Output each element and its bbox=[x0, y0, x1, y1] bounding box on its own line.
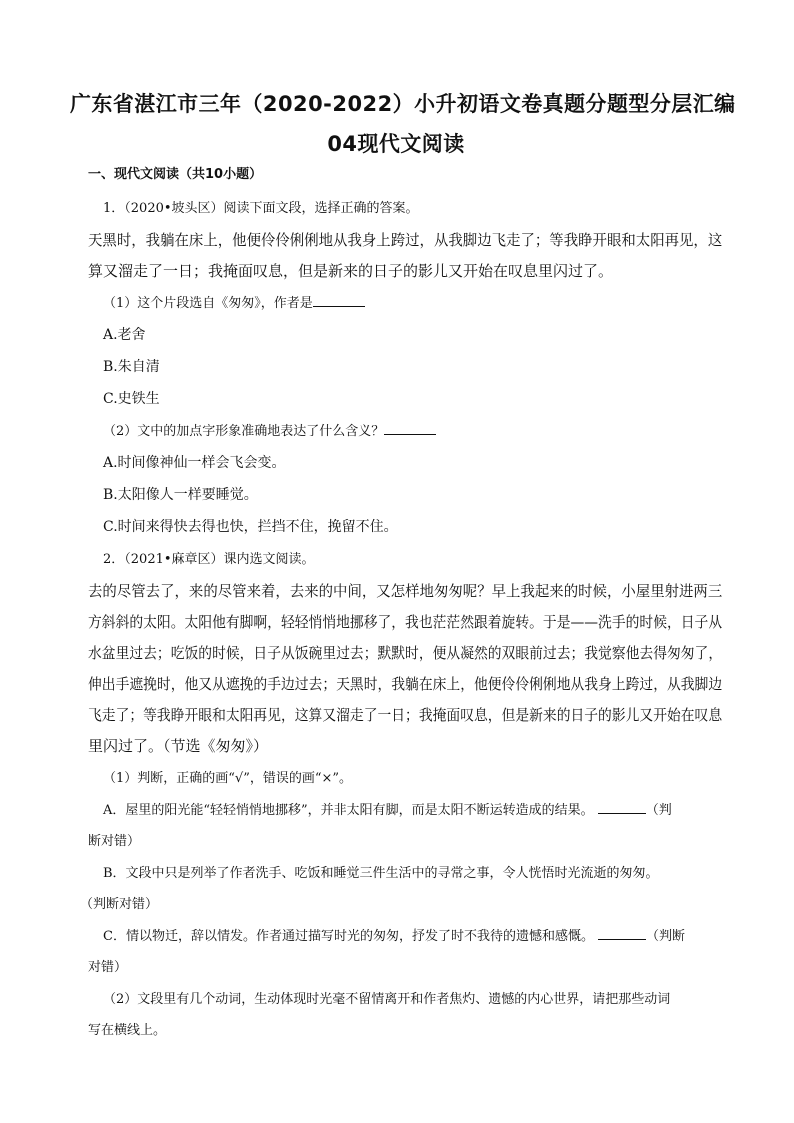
q2-sub1-instruction: （1）判断，正确的画“√”，错误的画“×”。 bbox=[103, 771, 353, 786]
q1-sub2-option-a: A.时间像神仙一样会飞会变。 bbox=[103, 455, 286, 471]
q1-sub1-option-c: C.史铁生 bbox=[103, 391, 160, 407]
q2-item-a bbox=[103, 799, 672, 818]
q2-item-c-tail: （判断 bbox=[645, 929, 685, 944]
q2-intro: 2．（2021•麻章区）课内选文阅读。 bbox=[103, 552, 315, 567]
q1-sub2-line bbox=[103, 420, 436, 439]
q1-sub2-option-b: B.太阳像人一样要睡觉。 bbox=[103, 487, 258, 503]
answer-blank[interactable] bbox=[598, 925, 646, 940]
document-subtitle: 04现代文阅读 bbox=[327, 132, 465, 156]
q2-item-a-cont: 断对错） bbox=[88, 834, 141, 849]
q2-passage-line: 水盆里过去；吃饭的时候，日子从饭碗里过去；默默时，便从凝然的双眼前过去；我觉察他去得匆匆了， bbox=[88, 644, 723, 662]
q2-item-c-cont: 对错） bbox=[88, 960, 128, 975]
q1-passage-line: 天黑时，我躺在床上，他便伶伶俐俐地从我身上跨过，从我脚边飞走了；等我睁开眼和太阳再见，这 bbox=[88, 231, 723, 249]
q1-sub1-text: （1）这个片段选自《匆匆》，作者是 bbox=[103, 296, 313, 311]
q1-intro: 1．（2020•坡头区）阅读下面文段，选择正确的答案。 bbox=[103, 201, 419, 216]
q2-passage-line: 方斜斜的太阳。太阳他有脚啊，轻轻悄悄地挪移了，我也茫茫然跟着旋转。于是——洗手的时候，日子从 bbox=[88, 613, 723, 631]
q2-passage-line: 飞走了；等我睁开眼和太阳再见，这算又溜走了一日；我掩面叹息，但是新来的日子的影儿又开始在叹息 bbox=[88, 706, 723, 724]
q2-item-c-text: C．情以物迁，辞以情发。作者通过描写时光的匆匆，抒发了时不我待的遗憾和感慨。 bbox=[103, 929, 594, 944]
q2-sub2: （2）文段里有几个动词，生动体现时光毫不留情离开和作者焦灼、遗憾的内心世界，请把那些动词 bbox=[103, 992, 671, 1007]
q1-sub2-option-c: C.时间来得快去得也快，拦挡不住，挽留不住。 bbox=[103, 519, 398, 535]
answer-blank[interactable] bbox=[598, 799, 646, 814]
q1-passage-line: 算又溜走了一日；我掩面叹息，但是新来的日子的影儿又开始在叹息里闪过了。 bbox=[88, 262, 614, 280]
answer-blank[interactable] bbox=[313, 292, 365, 307]
q2-sub2-cont: 写在横线上。 bbox=[88, 1023, 167, 1038]
q2-passage-line: 里闪过了。（节选《匆匆》） bbox=[88, 737, 269, 755]
q2-passage-line: 伸出手遮挽时，他又从遮挽的手边过去；天黑时，我躺在床上，他便伶伶俐俐地从我身上跨过，从我脚边 bbox=[88, 675, 723, 693]
q1-sub1-line bbox=[103, 292, 365, 311]
q1-sub1-option-a: A.老舍 bbox=[103, 327, 146, 343]
q1-sub2-text: （2）文中的加点字形象准确地表达了什么含义？ bbox=[103, 424, 385, 439]
section-heading: 一、现代文阅读（共10小题） bbox=[88, 167, 263, 182]
q2-item-c bbox=[103, 925, 685, 944]
q2-item-b-cont: （判断对错） bbox=[80, 897, 159, 912]
q2-item-b: B．文段中只是列举了作者洗手、吃饭和睡觉三件生活中的寻常之事，令人恍悟时光流逝的匆匆。 bbox=[103, 866, 659, 881]
document-title: 广东省湛江市三年（2020-2022）小升初语文卷真题分题型分层汇编 bbox=[70, 92, 736, 116]
q2-passage-line: 去的尽管去了，来的尽管来着，去来的中间，又怎样地匆匆呢？早上我起来的时候，小屋里射进两三 bbox=[88, 582, 723, 600]
answer-blank[interactable] bbox=[384, 420, 436, 435]
q2-item-a-tail: （判 bbox=[645, 803, 672, 818]
q1-sub1-option-b: B.朱自清 bbox=[103, 359, 160, 375]
q2-item-a-text: A．屋里的阳光能“轻轻悄悄地挪移”，并非太阳有脚，而是太阳不断运转造成的结果。 bbox=[103, 803, 594, 818]
